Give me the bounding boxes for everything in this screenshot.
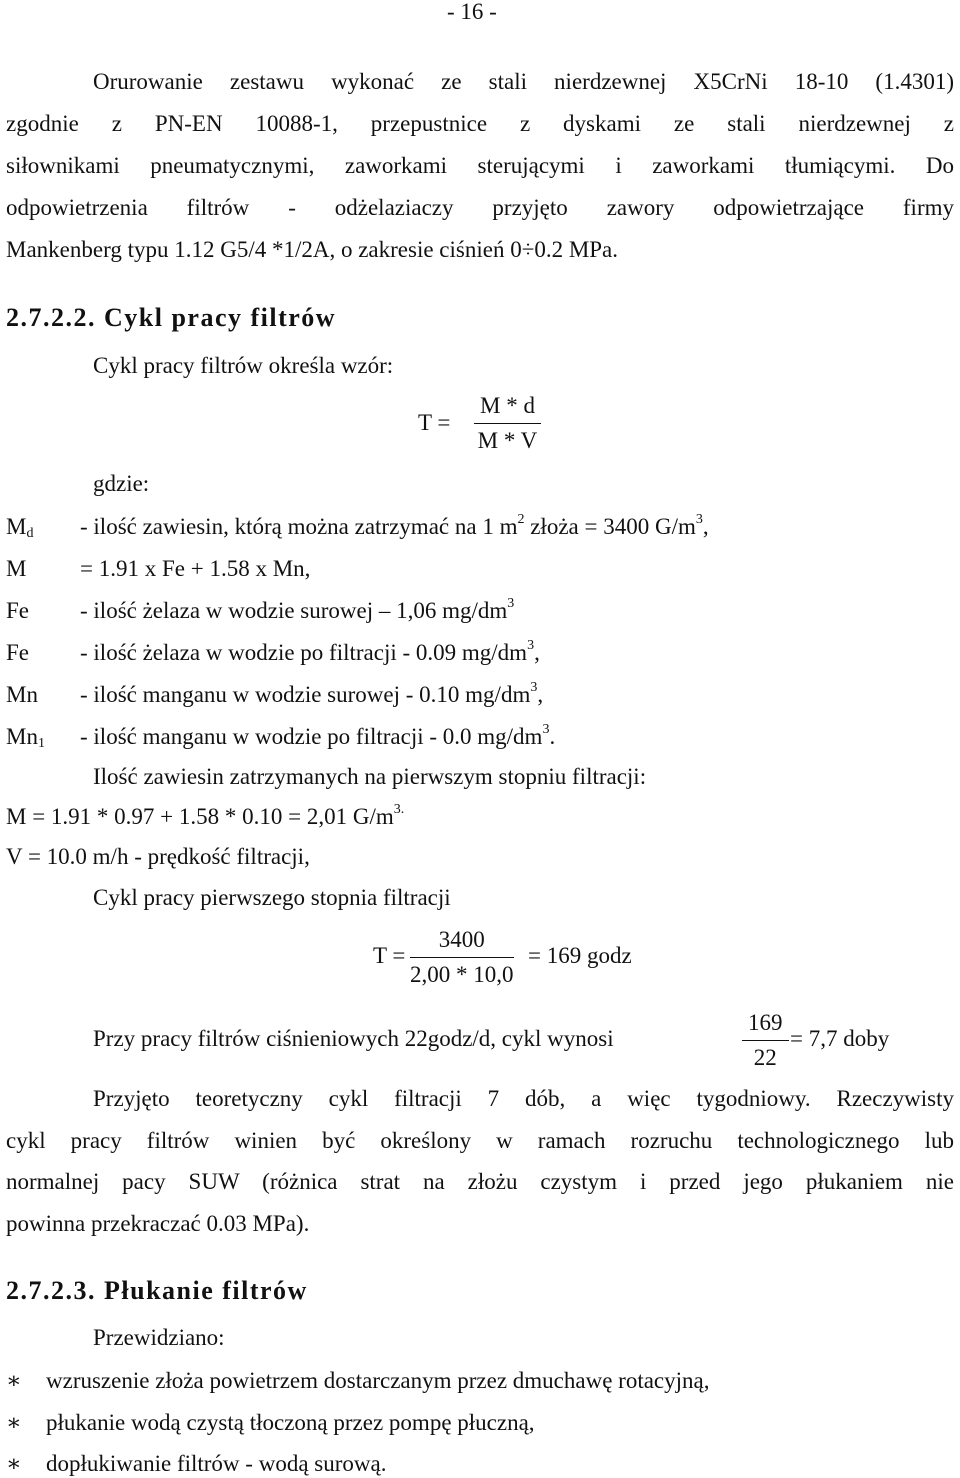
def-symbol-mn1: $Mn_1$: [6, 724, 45, 751]
formula2-numerator: 3400: [410, 926, 514, 958]
bullet-asterisk-icon: ∗: [6, 1410, 22, 1435]
bullet-asterisk-icon: ∗: [6, 1368, 22, 1393]
list-item: dopłukiwanie filtrów - wodą surową.: [46, 1451, 387, 1476]
def-symbol-mn: Mn: [6, 682, 38, 707]
section1-number: 2.7.2.2.: [6, 303, 96, 332]
gdzie-label: gdzie:: [93, 471, 150, 496]
def-symbol-fe: Fe: [6, 598, 29, 623]
para2-line4: powinna przekraczać 0.03 MPa).: [6, 1211, 310, 1236]
formula2-denominator: 2,00 * 10,0: [410, 961, 514, 987]
list-item: wzruszenie złoża powietrzem dostarczanym przez dmuchawę rotacyjną,: [46, 1368, 710, 1393]
formula1-lhs: T =: [418, 410, 451, 435]
para2-line1: Przyjęto teoretyczny cykl filtracji 7 dób, a więc tygodniowy. Rzeczywisty: [93, 1086, 954, 1111]
formula3-fraction: [742, 1009, 789, 1071]
para1-line1: Orurowanie zestawu wykonać ze stali nierdzewnej X5CrNi 18-10 (1.4301): [93, 69, 954, 94]
def-text-mn: - ilość manganu w wodzie surowej - 0.10 $mg/dm^3$,: [80, 680, 544, 707]
def-symbol-fe-after: Fe: [6, 640, 29, 665]
formula2-lhs: T =: [373, 943, 406, 968]
formula1-fraction: [474, 392, 541, 454]
section2-number: 2.7.2.3.: [6, 1276, 96, 1305]
def-symbol-m: M: [6, 556, 27, 581]
section2-heading: [6, 1275, 308, 1306]
formula3-denominator: 22: [753, 1044, 777, 1070]
def-text-fe-after: - ilość żelaza w wodzie po filtracji - 0.09 $mg/dm^3$,: [80, 638, 540, 665]
formula2-fraction: [410, 926, 514, 988]
page-number: - 16 -: [447, 0, 497, 24]
para2-line3: normalnej pacy SUW (różnica strat na złożu czystym i przed jego płukaniem nie: [6, 1169, 954, 1194]
section2-intro: Przewidziano:: [93, 1325, 225, 1350]
formula3-rhs: = 7,7 doby: [790, 1026, 890, 1051]
bullet-asterisk-icon: ∗: [6, 1451, 22, 1476]
para1-line2: zgodnie z PN-EN 10088-1, przepustnice z dyskami ze stali nierdzewnej z: [6, 111, 954, 136]
section1-intro: Cykl pracy filtrów określa wzór:: [93, 353, 394, 378]
def-symbol-md: $M_d$: [6, 514, 34, 541]
section2-title: Płukanie filtrów: [104, 1276, 308, 1305]
ilosc-zawiesin: Ilość zawiesin zatrzymanych na pierwszym stopniu filtracji:: [93, 764, 647, 789]
formula1-denominator: M * V: [477, 427, 538, 453]
formula1-numerator: M * d: [474, 392, 541, 424]
def-text-fe: - ilość żelaza w wodzie surowej – 1,06 $mg/dm^3$: [80, 596, 515, 623]
para1-line4: odpowietrzenia filtrów - odżelaziaczy przyjęto zawory odpowietrzające firmy: [6, 195, 954, 220]
m-calculation: M = 1.91 * 0.97 + 1.58 * 0.10 = 2,01 $G/m^{3.}$: [6, 802, 405, 829]
formula3-numerator: 169: [742, 1009, 789, 1041]
v-line: V = 10.0 m/h - prędkość filtracji,: [6, 844, 310, 869]
section1-heading: [6, 302, 336, 333]
para2-line2: cykl pracy filtrów winien być określony w ramach rozruchu technologicznego lub: [6, 1128, 954, 1153]
def-text-m: = 1.91 x Fe + 1.58 x Mn,: [80, 556, 311, 581]
list-item: płukanie wodą czystą tłoczoną przez pompę płuczną,: [46, 1410, 535, 1435]
def-text-mn1: - ilość manganu w wodzie po filtracji - 0.0 $mg/dm^3$.: [80, 722, 556, 749]
section1-title: Cykl pracy filtrów: [104, 303, 337, 332]
przy-pracy-text: Przy pracy filtrów ciśnieniowych 22godz/d, cykl wynosi: [93, 1026, 614, 1051]
cykl-first-stage: Cykl pracy pierwszego stopnia filtracji: [93, 885, 451, 910]
formula2-rhs: = 169 godz: [528, 943, 632, 968]
para1-line3: siłownikami pneumatycznymi, zaworkami sterującymi i zaworkami tłumiącymi. Do: [6, 153, 954, 178]
para1-line5: Mankenberg typu 1.12 G5/4 *1/2A, o zakresie ciśnień 0÷0.2 MPa.: [6, 237, 619, 262]
def-text-md: - ilość zawiesin, którą można zatrzymać na 1 $m^2$ złoża = 3400 $G/m^3$,: [80, 512, 709, 539]
